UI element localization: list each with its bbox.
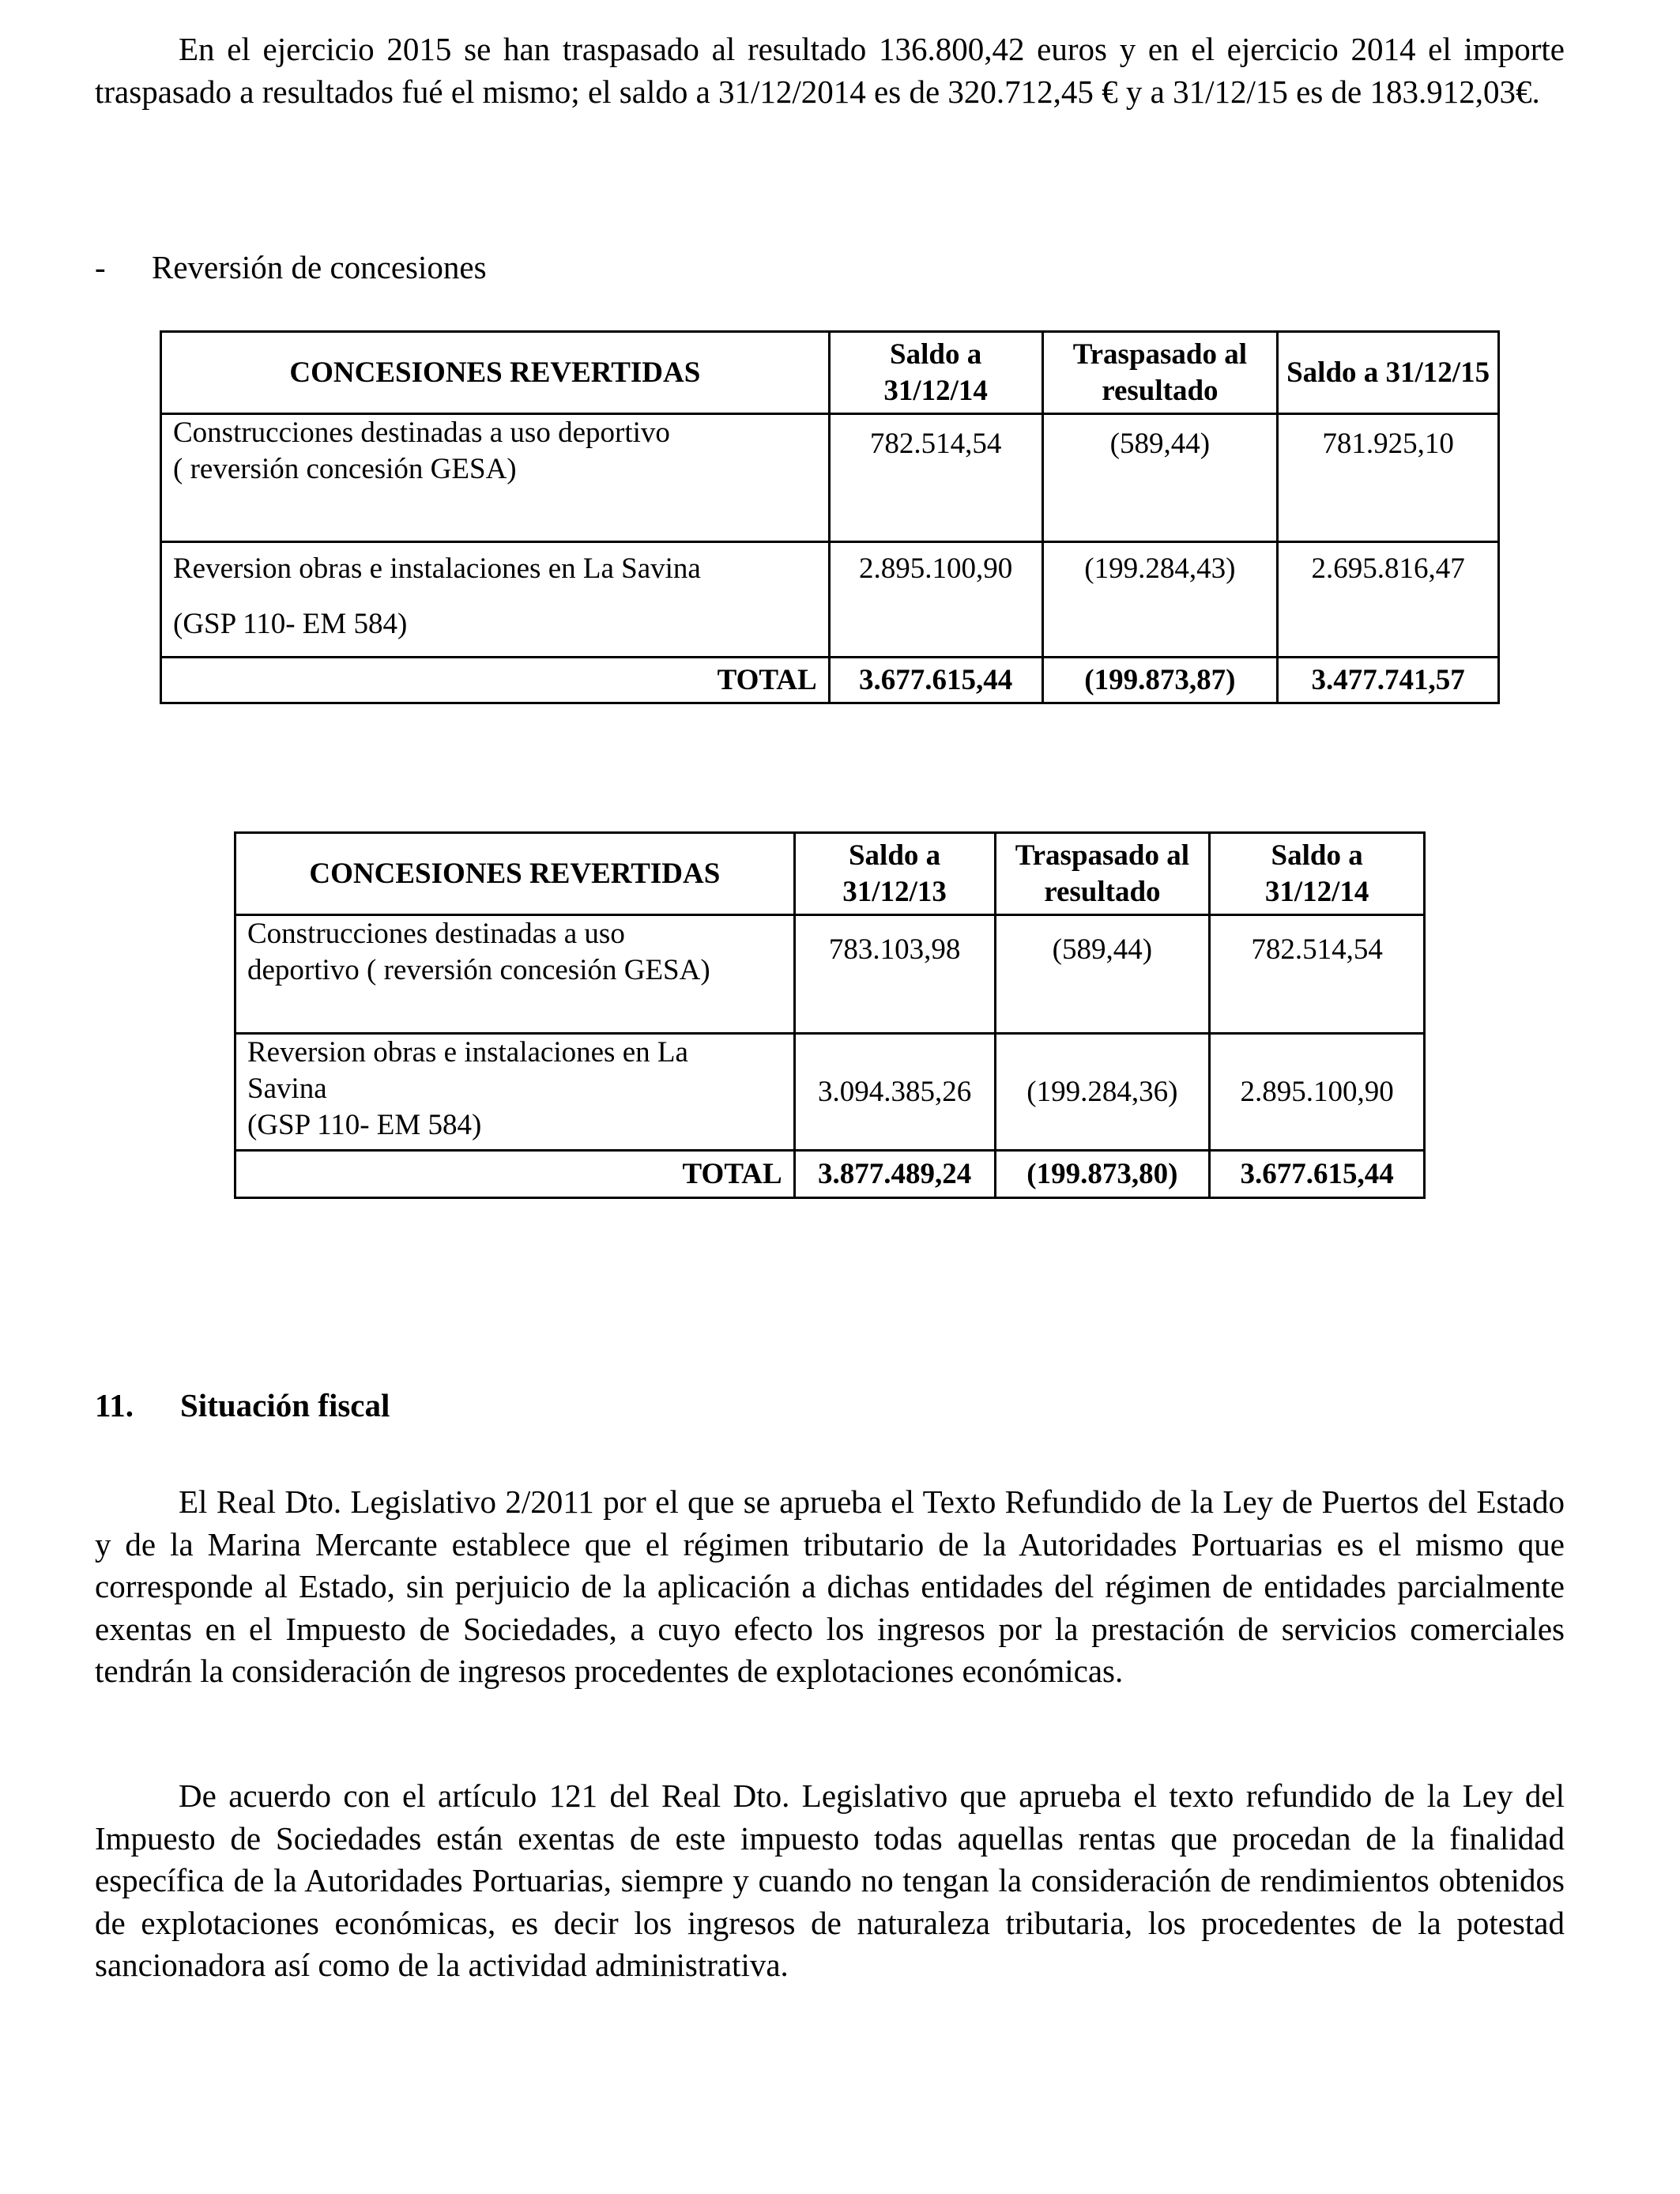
total-saldo-final: 3.677.615,44 (1210, 1151, 1425, 1198)
paragraph-fiscal-1: El Real Dto. Legislativo 2/2011 por el que se aprueba el Texto Refundido de la Ley de Puertos del Estado y de la Marina Mercante establece que el régimen tributario de la Autoridades Portuarias es el mismo que corresponde al Estado, sin perjuicio de la aplicación a dichas entidades del régimen de entidades parcialmente exentas en el Impuesto de Sociedades, a cuyo efecto los ingresos por la prestación de servicios comerciales tendrán la consideración de ingresos procedentes de explotaciones económicas. (95, 1483, 1565, 1689)
header-traspasado: Traspasado al resultado (995, 833, 1210, 915)
bullet-reversion (95, 247, 487, 288)
row-saldo-final: 782.514,54 (1210, 915, 1425, 1034)
row-traspasado: (199.284,36) (995, 1034, 1210, 1151)
row-saldo-final: 2.695.816,47 (1278, 542, 1499, 658)
row-saldo-inicial: 783.103,98 (794, 915, 995, 1034)
row-concept: Reversion obras e instalaciones en La Savina (GSP 110- EM 584) (235, 1034, 795, 1151)
bullet-text: Reversión de concesiones (152, 249, 487, 285)
table-row (161, 414, 1499, 542)
paragraph-fiscal-2: De acuerdo con el artículo 121 del Real Dto. Legislativo que aprueba el texto refundido de la Ley del Impuesto de Sociedades están exentas de este impuesto todas aquellas rentas que procedan de la finalidad específica de la Autoridades Portuarias, siempre y cuando no tengan la consideración de rendimientos obtenidos de explotaciones económicas, es decir los ingresos de naturaleza tributaria, los procedentes de la potestad sancionadora así como de la actividad administrativa. (95, 1777, 1565, 1983)
total-saldo-inicial: 3.877.489,24 (794, 1151, 995, 1198)
row-saldo-inicial: 2.895.100,90 (829, 542, 1042, 658)
row-concept: Construcciones destinadas a uso deportivo ( reversión concesión GESA) (235, 915, 795, 1034)
header-saldo-inicial: Saldo a 31/12/14 (829, 332, 1042, 414)
total-traspasado: (199.873,80) (995, 1151, 1210, 1198)
bullet-dash: - (95, 249, 106, 285)
header-concept: CONCESIONES REVERTIDAS (161, 332, 830, 414)
total-saldo-inicial: 3.677.615,44 (829, 658, 1042, 703)
table-row (235, 1034, 1425, 1151)
row-traspasado: (199.284,43) (1042, 542, 1278, 658)
section-heading (95, 1385, 390, 1427)
row-concept: Construcciones destinadas a uso deportivo ( reversión concesión GESA) (161, 414, 830, 542)
row-traspasado: (589,44) (1042, 414, 1278, 542)
section-number: 11. (95, 1387, 134, 1423)
header-concept: CONCESIONES REVERTIDAS (235, 833, 795, 915)
row-traspasado: (589,44) (995, 915, 1210, 1034)
header-saldo-final: Saldo a 31/12/14 (1210, 833, 1425, 915)
header-traspasado: Traspasado al resultado (1042, 332, 1278, 414)
total-label: TOTAL (235, 1151, 795, 1198)
row-saldo-inicial: 3.094.385,26 (794, 1034, 995, 1151)
header-saldo-final: Saldo a 31/12/15 (1278, 332, 1499, 414)
total-traspasado: (199.873,87) (1042, 658, 1278, 703)
table-row (161, 542, 1499, 658)
table-total-row (235, 1151, 1425, 1198)
table-total-row (161, 658, 1499, 703)
table-header-row (161, 332, 1499, 414)
concesiones-table-2014 (234, 831, 1426, 1199)
row-saldo-final: 2.895.100,90 (1210, 1034, 1425, 1151)
header-saldo-inicial: Saldo a 31/12/13 (794, 833, 995, 915)
row-saldo-inicial: 782.514,54 (829, 414, 1042, 542)
table-header-row (235, 833, 1425, 915)
total-saldo-final: 3.477.741,57 (1278, 658, 1499, 703)
row-concept: Reversion obras e instalaciones en La Savina (GSP 110- EM 584) (161, 542, 830, 658)
intro-paragraph: En el ejercicio 2015 se han traspasado al resultado 136.800,42 euros y en el ejercicio 2014 el importe traspasado a resultados fué el mismo; el saldo a 31/12/2014 es de 320.712,45 € y a 31/12/15 es de 183.912,03€. (95, 31, 1565, 110)
row-saldo-final: 781.925,10 (1278, 414, 1499, 542)
concesiones-table-2015 (160, 330, 1500, 704)
table-row (235, 915, 1425, 1034)
section-title: Situación fiscal (180, 1387, 390, 1423)
total-label: TOTAL (161, 658, 830, 703)
